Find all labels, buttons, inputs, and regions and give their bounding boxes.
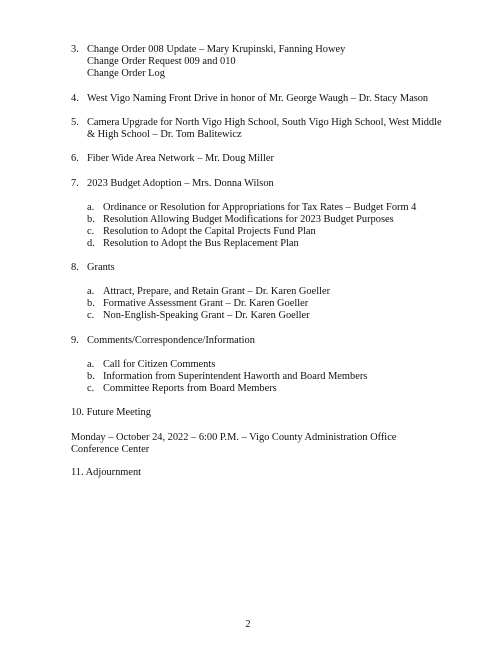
item-text: West Vigo Naming Front Drive in honor of Mr. George Waugh – Dr. Stacy Mason <box>87 93 429 104</box>
item-number: 9. <box>71 335 79 346</box>
subitem-text: Resolution Allowing Budget Modifications for 2023 Budget Purposes <box>103 214 394 225</box>
subitem-letter: a. <box>87 202 95 213</box>
item-number: 5. <box>71 117 79 128</box>
subitem-text: Information from Superintendent Haworth and Board Members <box>103 371 368 382</box>
subitem-text: Resolution to Adopt the Capital Projects Fund Plan <box>103 226 316 237</box>
item-line: Change Order Log <box>87 68 165 79</box>
item-text: Fiber Wide Area Network – Mr. Doug Miller <box>87 153 274 164</box>
page-number: 2 <box>245 619 251 630</box>
subitem-text: Call for Citizen Comments <box>103 359 216 370</box>
agenda-item-10 <box>71 407 471 419</box>
item-line: Change Order 008 Update – Mary Krupinski, Fanning Howey <box>87 44 346 55</box>
item-line: Camera Upgrade for North Vigo High School, South Vigo High School, West Middle <box>87 117 442 128</box>
item-number: 7. <box>71 178 79 189</box>
item-text: 11. Adjournment <box>71 467 142 478</box>
subitem-text: Committee Reports from Board Members <box>103 383 277 394</box>
agenda-item-11 <box>71 467 471 479</box>
subitem-letter: b. <box>87 371 95 382</box>
subitem-letter: b. <box>87 298 95 309</box>
item-text: 10. Future Meeting <box>71 407 151 418</box>
subitem-letter: a. <box>87 359 95 370</box>
item-text: 2023 Budget Adoption – Mrs. Donna Wilson <box>87 178 274 189</box>
meeting-line: Monday – October 24, 2022 – 6:00 P.M. – Vigo County Administration Office <box>71 432 397 443</box>
subitem-letter: b. <box>87 214 95 225</box>
item-number: 8. <box>71 262 79 273</box>
item-line: & High School – Dr. Tom Balitewicz <box>87 129 242 140</box>
subitem-text: Formative Assessment Grant – Dr. Karen Goeller <box>103 298 309 309</box>
item-number: 3. <box>71 44 79 55</box>
subitem-letter: c. <box>87 310 95 321</box>
item-line: Change Order Request 009 and 010 <box>87 56 236 67</box>
subitem-text: Attract, Prepare, and Retain Grant – Dr. Karen Goeller <box>103 286 331 297</box>
subitem-letter: c. <box>87 226 95 237</box>
item-number: 6. <box>71 153 79 164</box>
subitem-letter: c. <box>87 383 95 394</box>
future-meeting-details <box>71 432 471 456</box>
meeting-line: Conference Center <box>71 444 150 455</box>
item-text: Grants <box>87 262 115 273</box>
subitem-letter: d. <box>87 238 95 249</box>
subitem-text: Resolution to Adopt the Bus Replacement Plan <box>103 238 299 249</box>
subitem-text: Non-English-Speaking Grant – Dr. Karen Goeller <box>103 310 310 321</box>
subitem-letter: a. <box>87 286 95 297</box>
subitem-text: Ordinance or Resolution for Appropriations for Tax Rates – Budget Form 4 <box>103 202 417 213</box>
item-number: 4. <box>71 93 79 104</box>
item-text: Comments/Correspondence/Information <box>87 335 255 346</box>
